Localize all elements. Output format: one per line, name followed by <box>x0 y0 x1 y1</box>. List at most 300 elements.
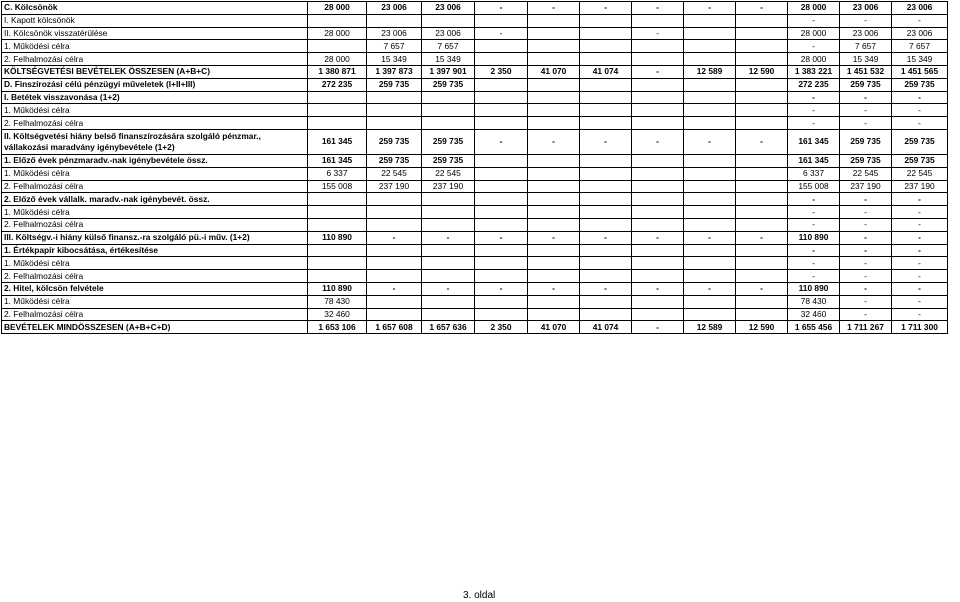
table-cell: - <box>736 129 788 154</box>
table-cell <box>580 180 632 193</box>
table-cell <box>684 206 736 219</box>
table-cell: - <box>840 257 892 270</box>
table-cell: - <box>632 321 684 334</box>
table-cell: 28 000 <box>788 53 840 66</box>
table-cell <box>528 154 580 167</box>
table-cell: 1 383 221 <box>788 65 840 78</box>
table-cell: 1 380 871 <box>308 65 367 78</box>
table-cell: - <box>840 308 892 321</box>
table-cell: - <box>840 117 892 130</box>
table-cell <box>632 91 684 104</box>
table-cell: 6 337 <box>788 167 840 180</box>
table-cell <box>632 104 684 117</box>
table-cell <box>475 244 528 257</box>
table-cell: 12 590 <box>736 321 788 334</box>
table-cell <box>632 193 684 206</box>
table-cell <box>308 193 367 206</box>
table-cell <box>580 218 632 231</box>
table-cell: 259 735 <box>367 78 422 91</box>
table-cell: - <box>528 129 580 154</box>
table-row <box>2 78 948 91</box>
table-cell <box>632 14 684 27</box>
table-cell <box>684 218 736 231</box>
table-cell: 161 345 <box>308 154 367 167</box>
budget-table <box>1 1 948 334</box>
table-cell <box>422 104 475 117</box>
table-row <box>2 193 948 206</box>
table-cell: - <box>580 282 632 295</box>
table-cell: - <box>632 231 684 244</box>
table-cell: - <box>840 193 892 206</box>
table-cell <box>684 117 736 130</box>
table-cell <box>475 53 528 66</box>
table-cell <box>422 308 475 321</box>
table-cell <box>528 244 580 257</box>
table-cell <box>475 117 528 130</box>
table-cell <box>684 257 736 270</box>
row-label: 2. Felhalmozási célra <box>2 53 308 66</box>
table-cell: - <box>892 295 948 308</box>
table-cell: 161 345 <box>308 129 367 154</box>
table-cell <box>367 244 422 257</box>
table-cell: 237 190 <box>367 180 422 193</box>
table-cell <box>736 244 788 257</box>
table-cell: 110 890 <box>788 231 840 244</box>
table-cell: 7 657 <box>422 40 475 53</box>
row-label: C. Kölcsönök <box>2 2 308 15</box>
table-cell <box>632 308 684 321</box>
table-cell <box>580 53 632 66</box>
table-cell: - <box>632 129 684 154</box>
table-cell: 28 000 <box>308 27 367 40</box>
table-cell: - <box>788 257 840 270</box>
table-row <box>2 218 948 231</box>
table-cell: - <box>475 27 528 40</box>
table-cell <box>422 91 475 104</box>
table-cell: 22 545 <box>367 167 422 180</box>
table-cell <box>367 193 422 206</box>
table-row <box>2 244 948 257</box>
table-cell <box>632 167 684 180</box>
table-cell <box>475 218 528 231</box>
table-cell: 1 657 636 <box>422 321 475 334</box>
table-cell <box>580 154 632 167</box>
table-cell: - <box>892 91 948 104</box>
table-cell: 259 735 <box>422 129 475 154</box>
table-cell: 1 711 267 <box>840 321 892 334</box>
table-cell <box>580 295 632 308</box>
table-cell: 41 070 <box>528 321 580 334</box>
table-cell: 110 890 <box>788 282 840 295</box>
table-row <box>2 206 948 219</box>
table-cell: - <box>475 231 528 244</box>
table-cell <box>632 40 684 53</box>
table-cell: 41 074 <box>580 65 632 78</box>
table-row <box>2 282 948 295</box>
table-cell <box>528 53 580 66</box>
table-cell <box>422 117 475 130</box>
table-cell: - <box>367 282 422 295</box>
table-cell <box>475 295 528 308</box>
table-row <box>2 117 948 130</box>
table-cell <box>528 206 580 219</box>
table-cell <box>736 27 788 40</box>
table-cell: 23 006 <box>422 2 475 15</box>
table-cell: 272 235 <box>308 78 367 91</box>
table-cell: 161 345 <box>788 129 840 154</box>
table-cell <box>736 270 788 283</box>
table-cell <box>475 180 528 193</box>
table-cell <box>475 257 528 270</box>
row-label: 1. Működési célra <box>2 40 308 53</box>
row-label: BEVÉTELEK MINDÖSSZESEN (A+B+C+D) <box>2 321 308 334</box>
table-row <box>2 167 948 180</box>
table-cell <box>684 78 736 91</box>
table-cell <box>475 206 528 219</box>
table-cell <box>528 167 580 180</box>
table-cell: 7 657 <box>840 40 892 53</box>
table-cell <box>736 53 788 66</box>
table-cell: 259 735 <box>840 129 892 154</box>
table-cell: - <box>892 206 948 219</box>
table-row <box>2 129 948 154</box>
table-cell <box>580 206 632 219</box>
row-label: 1. Működési célra <box>2 167 308 180</box>
row-label: 2. Felhalmozási célra <box>2 218 308 231</box>
table-cell: 23 006 <box>367 27 422 40</box>
table-cell <box>580 91 632 104</box>
table-cell: - <box>736 231 788 244</box>
table-cell <box>580 104 632 117</box>
table-cell: - <box>684 2 736 15</box>
table-cell: - <box>892 193 948 206</box>
table-cell <box>528 270 580 283</box>
table-cell: - <box>632 27 684 40</box>
table-cell <box>580 308 632 321</box>
table-cell <box>475 193 528 206</box>
table-cell <box>475 14 528 27</box>
table-cell: - <box>528 2 580 15</box>
table-cell: 259 735 <box>367 154 422 167</box>
table-cell: - <box>632 65 684 78</box>
table-cell: 237 190 <box>840 180 892 193</box>
table-cell <box>475 308 528 321</box>
table-cell: 15 349 <box>892 53 948 66</box>
table-cell: - <box>788 193 840 206</box>
table-cell <box>580 14 632 27</box>
table-cell: 272 235 <box>788 78 840 91</box>
table-cell: 23 006 <box>367 2 422 15</box>
table-cell <box>580 78 632 91</box>
table-cell <box>308 270 367 283</box>
table-row <box>2 295 948 308</box>
row-label: 1. Működési célra <box>2 104 308 117</box>
table-cell: - <box>892 257 948 270</box>
budget-table-body <box>2 2 948 334</box>
table-cell <box>684 27 736 40</box>
table-row <box>2 257 948 270</box>
table-cell <box>528 257 580 270</box>
table-cell <box>632 257 684 270</box>
table-cell: - <box>788 206 840 219</box>
table-cell: 41 070 <box>528 65 580 78</box>
table-cell: - <box>580 231 632 244</box>
table-row <box>2 65 948 78</box>
table-cell <box>367 308 422 321</box>
table-row <box>2 2 948 15</box>
table-cell <box>632 218 684 231</box>
table-cell: 259 735 <box>367 129 422 154</box>
table-cell <box>528 104 580 117</box>
table-cell <box>684 14 736 27</box>
table-cell <box>736 117 788 130</box>
table-cell: 161 345 <box>788 154 840 167</box>
table-cell: 28 000 <box>308 53 367 66</box>
table-cell: - <box>528 282 580 295</box>
row-label: 1. Előző évek pénzmaradv.-nak igénybevétele össz. <box>2 154 308 167</box>
table-cell: 259 735 <box>422 154 475 167</box>
table-cell: - <box>840 206 892 219</box>
table-cell: - <box>892 218 948 231</box>
table-cell: 1 397 873 <box>367 65 422 78</box>
table-cell <box>684 167 736 180</box>
row-label: II. Költségvetési hiány belső finanszírozására szolgáló pénzmar., vállakozási maradvány igénybevétele (1+2) <box>2 129 308 154</box>
row-label: 2. Felhalmozási célra <box>2 308 308 321</box>
table-cell: - <box>475 129 528 154</box>
table-cell <box>736 91 788 104</box>
table-cell <box>308 14 367 27</box>
table-cell <box>528 295 580 308</box>
row-label: 1. Működési célra <box>2 257 308 270</box>
table-cell: - <box>788 117 840 130</box>
table-cell: - <box>892 270 948 283</box>
table-cell: 22 545 <box>422 167 475 180</box>
table-cell: - <box>892 104 948 117</box>
table-cell: 237 190 <box>422 180 475 193</box>
table-cell: 23 006 <box>422 27 475 40</box>
table-cell: 1 657 608 <box>367 321 422 334</box>
table-cell <box>736 14 788 27</box>
table-cell: - <box>840 104 892 117</box>
table-cell: - <box>788 40 840 53</box>
row-label: I. Betétek visszavonása (1+2) <box>2 91 308 104</box>
table-cell <box>736 154 788 167</box>
table-cell <box>632 154 684 167</box>
table-cell: - <box>736 282 788 295</box>
table-cell <box>528 218 580 231</box>
table-cell: 78 430 <box>788 295 840 308</box>
table-cell: 23 006 <box>840 2 892 15</box>
table-row <box>2 154 948 167</box>
table-cell: - <box>788 104 840 117</box>
row-label: I. Kapott kölcsönök <box>2 14 308 27</box>
table-cell <box>422 244 475 257</box>
table-cell: 2 350 <box>475 321 528 334</box>
table-row <box>2 270 948 283</box>
table-cell <box>684 295 736 308</box>
table-cell: 1 397 901 <box>422 65 475 78</box>
table-cell <box>422 257 475 270</box>
table-cell: 259 735 <box>840 78 892 91</box>
table-cell: 1 711 300 <box>892 321 948 334</box>
table-cell <box>580 257 632 270</box>
row-label: KÖLTSÉGVETÉSI BEVÉTELEK ÖSSZESEN (A+B+C) <box>2 65 308 78</box>
table-cell <box>736 257 788 270</box>
table-cell: 259 735 <box>422 78 475 91</box>
table-cell: - <box>422 231 475 244</box>
table-cell <box>367 218 422 231</box>
table-cell <box>475 154 528 167</box>
table-cell <box>528 308 580 321</box>
row-label: 2. Felhalmozási célra <box>2 180 308 193</box>
table-cell: - <box>632 2 684 15</box>
table-cell: 259 735 <box>892 129 948 154</box>
table-cell: - <box>580 129 632 154</box>
table-cell <box>684 91 736 104</box>
table-cell: 15 349 <box>367 53 422 66</box>
table-cell: 15 349 <box>422 53 475 66</box>
table-cell <box>580 40 632 53</box>
table-cell <box>528 193 580 206</box>
table-cell: - <box>475 282 528 295</box>
table-cell: 28 000 <box>788 2 840 15</box>
table-cell <box>632 78 684 91</box>
table-cell: - <box>788 270 840 283</box>
table-cell <box>580 117 632 130</box>
table-cell: - <box>892 14 948 27</box>
table-cell: - <box>892 231 948 244</box>
table-cell <box>736 193 788 206</box>
table-cell: 22 545 <box>840 167 892 180</box>
row-label: 2. Felhalmozási célra <box>2 270 308 283</box>
table-cell <box>528 117 580 130</box>
table-cell: 155 008 <box>788 180 840 193</box>
table-cell: 7 657 <box>367 40 422 53</box>
table-cell <box>684 40 736 53</box>
table-cell: 7 657 <box>892 40 948 53</box>
table-cell <box>367 104 422 117</box>
table-cell <box>684 180 736 193</box>
table-cell <box>580 27 632 40</box>
table-row <box>2 91 948 104</box>
table-cell: - <box>736 2 788 15</box>
table-cell <box>736 104 788 117</box>
table-cell <box>308 218 367 231</box>
table-cell: 32 460 <box>788 308 840 321</box>
table-cell: - <box>632 282 684 295</box>
table-cell <box>580 167 632 180</box>
table-cell <box>422 14 475 27</box>
table-cell <box>422 218 475 231</box>
table-cell <box>736 295 788 308</box>
table-cell: 2 350 <box>475 65 528 78</box>
row-label: 1. Működési célra <box>2 295 308 308</box>
table-cell: 6 337 <box>308 167 367 180</box>
table-cell <box>308 117 367 130</box>
table-cell <box>632 53 684 66</box>
table-cell: - <box>475 2 528 15</box>
table-cell: - <box>840 14 892 27</box>
table-cell: - <box>367 231 422 244</box>
table-cell <box>684 308 736 321</box>
table-cell: - <box>788 14 840 27</box>
row-label: II. Kölcsönök visszatérülése <box>2 27 308 40</box>
table-cell <box>684 270 736 283</box>
table-cell <box>528 78 580 91</box>
table-cell <box>475 40 528 53</box>
table-cell <box>580 244 632 257</box>
table-cell <box>367 295 422 308</box>
table-row <box>2 180 948 193</box>
table-cell: 155 008 <box>308 180 367 193</box>
table-row <box>2 231 948 244</box>
table-cell <box>736 206 788 219</box>
table-cell: 259 735 <box>892 78 948 91</box>
table-cell <box>308 104 367 117</box>
table-cell <box>367 206 422 219</box>
table-cell <box>367 91 422 104</box>
table-cell <box>684 244 736 257</box>
table-cell: - <box>528 231 580 244</box>
table-cell <box>684 154 736 167</box>
table-cell: 23 006 <box>892 27 948 40</box>
table-cell: - <box>422 282 475 295</box>
table-cell: 32 460 <box>308 308 367 321</box>
table-cell <box>528 180 580 193</box>
table-cell <box>308 257 367 270</box>
table-row <box>2 104 948 117</box>
table-row <box>2 40 948 53</box>
table-cell: - <box>892 308 948 321</box>
table-cell: 28 000 <box>788 27 840 40</box>
table-cell: 78 430 <box>308 295 367 308</box>
table-cell: 259 735 <box>840 154 892 167</box>
table-cell: - <box>684 282 736 295</box>
table-cell: 1 451 565 <box>892 65 948 78</box>
row-label: 2. Hitel, kölcsön felvétele <box>2 282 308 295</box>
table-cell <box>528 27 580 40</box>
table-cell: - <box>840 295 892 308</box>
table-cell <box>632 117 684 130</box>
table-cell <box>422 295 475 308</box>
table-cell: 110 890 <box>308 231 367 244</box>
table-cell: - <box>580 2 632 15</box>
table-cell: 12 590 <box>736 65 788 78</box>
table-cell <box>684 53 736 66</box>
table-cell: - <box>684 231 736 244</box>
table-cell <box>736 308 788 321</box>
table-cell: 12 589 <box>684 321 736 334</box>
table-cell: 12 589 <box>684 65 736 78</box>
table-cell <box>475 167 528 180</box>
table-cell: 259 735 <box>892 154 948 167</box>
table-cell: 1 655 456 <box>788 321 840 334</box>
table-cell <box>422 206 475 219</box>
table-cell <box>308 206 367 219</box>
table-cell <box>308 91 367 104</box>
table-cell: 1 653 106 <box>308 321 367 334</box>
table-cell <box>475 104 528 117</box>
page-number: 3. oldal <box>463 590 496 601</box>
table-cell <box>632 270 684 283</box>
table-cell: 28 000 <box>308 2 367 15</box>
table-cell <box>475 91 528 104</box>
table-cell: - <box>840 282 892 295</box>
table-cell <box>528 91 580 104</box>
table-cell <box>736 78 788 91</box>
table-cell <box>736 40 788 53</box>
table-row <box>2 14 948 27</box>
